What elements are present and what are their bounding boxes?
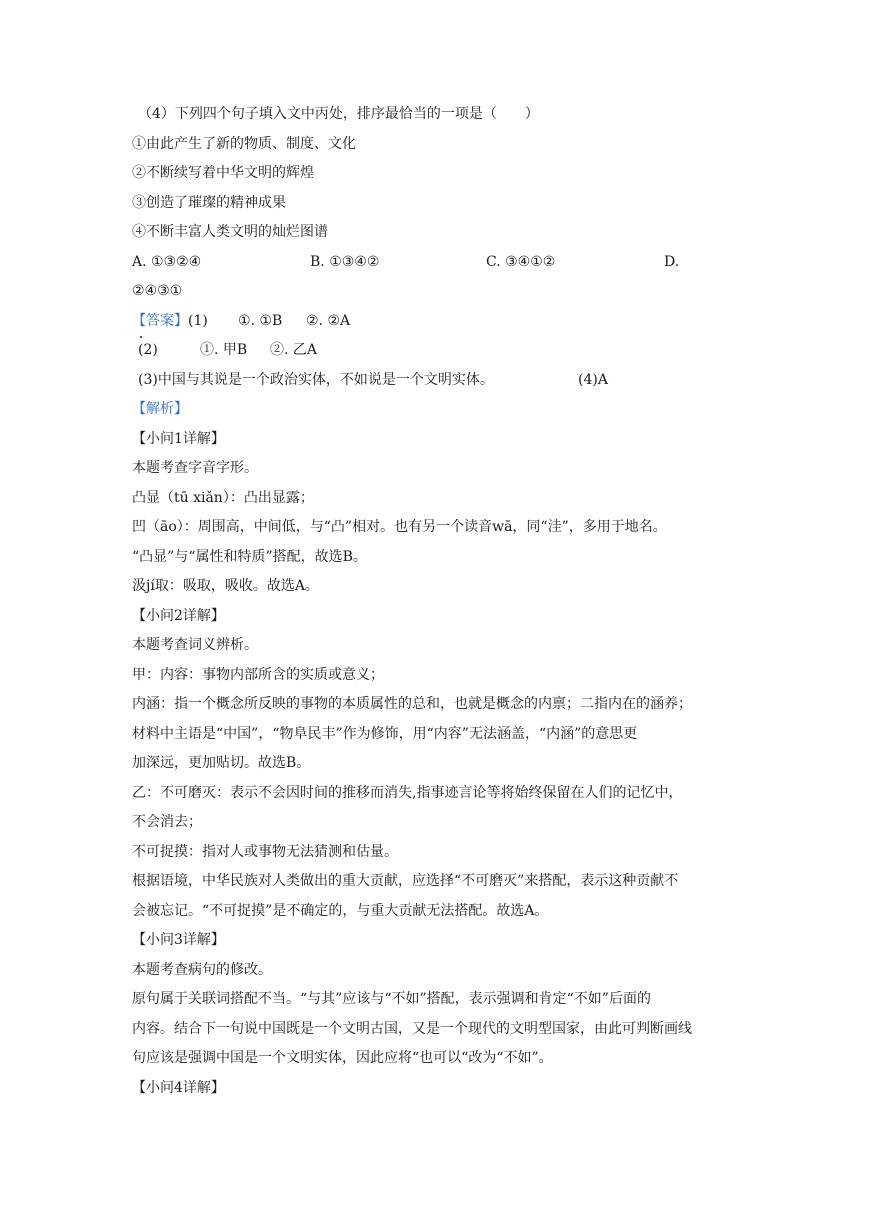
answer-row-3 bbox=[132, 366, 742, 396]
option-d-value: ②④③① bbox=[132, 283, 183, 299]
answer-part-2b: ②. 乙A bbox=[270, 342, 318, 358]
q4-title: 【小问4详解】 bbox=[132, 1079, 225, 1096]
q3-line-1: 本题考查病句的修改。 bbox=[132, 961, 272, 978]
emphasis-dot bbox=[140, 336, 142, 338]
answer-part-3: (3)中国与其说是一个政治实体，不如说是一个文明实体。 bbox=[138, 371, 494, 388]
q2-title: 【小问2详解】 bbox=[132, 607, 225, 624]
q1-line-4: “凸显”与“属性和特质”搭配，故选B。 bbox=[132, 548, 367, 565]
q2-line-6: 乙：不可磨灭：表示不会因时间的推移而消失,指事迹言论等将始终保留在人们的记忆中， bbox=[132, 784, 683, 801]
question-4-item-3: ③创造了璀璨的精神成果 bbox=[132, 194, 286, 211]
q3-title: 【小问3详解】 bbox=[132, 932, 225, 948]
q2-line-7: 不会消去； bbox=[132, 814, 202, 830]
answer-part-2a: ①. 甲B bbox=[200, 342, 248, 358]
question-4-item-1: ①由此产生了新的物质、制度、文化 bbox=[132, 135, 356, 152]
q2-line-8: 不可捉摸：指对人或事物无法猜测和估量。 bbox=[132, 843, 398, 860]
q2-line-2: 甲：内容：事物内部所含的实质或意义； bbox=[132, 666, 384, 683]
option-a: A. ①③②④ bbox=[132, 253, 202, 270]
answer-part-1b: ②. ②A bbox=[306, 312, 351, 329]
document-page bbox=[132, 100, 742, 1103]
q1-line-3: 凹（āo）：周围高，中间低，与“凸”相对。也有另一个读音wā，同“洼”，多用于地名。 bbox=[132, 519, 667, 535]
option-d-label: D. bbox=[664, 253, 680, 270]
q2-line-1: 本题考查词义辨析。 bbox=[132, 637, 258, 653]
option-b: B. ①③④② bbox=[310, 253, 380, 270]
q1-line-2: 凸显（tū xiǎn）：凸出显露； bbox=[132, 489, 314, 506]
answer-part-1a: ①. ①B bbox=[238, 312, 283, 329]
question-4-item-4: ④不断丰富人类文明的灿烂图谱 bbox=[132, 224, 328, 240]
answer-part-2: (2) bbox=[138, 342, 158, 358]
q1-line-1: 本题考查字音字形。 bbox=[132, 460, 258, 476]
answer-row-2 bbox=[132, 336, 742, 366]
q2-line-4: 材料中主语是“中国”，“物阜民丰”作为修饰，用“内容”无法涵盖，“内涵”的意思更 bbox=[132, 725, 638, 742]
option-c: C. ③④①② bbox=[486, 253, 556, 270]
answer-row-1 bbox=[132, 307, 742, 337]
q2-line-10: 会被忘记。“不可捉摸”是不确定的，与重大贡献无法搭配。故选A。 bbox=[132, 902, 549, 919]
answer-part-1: (1) bbox=[188, 312, 208, 329]
q2-line-9: 根据语境，中华民族对人类做出的重大贡献，应选择“不可磨灭”来搭配，表示这种贡献不 bbox=[132, 873, 679, 889]
analysis-label: 【解析】 bbox=[132, 401, 188, 417]
answer-part-4: (4)A bbox=[578, 371, 608, 388]
question-4-stem: （4）下列四个句子填入文中丙处，排序最恰当的一项是（ ） bbox=[138, 106, 539, 122]
q3-line-4: 句应该是强调中国是一个文明实体，因此应将“也可以“改为“不如”。 bbox=[132, 1050, 553, 1066]
answer-label: 【答案】 bbox=[132, 312, 188, 329]
q3-line-3: 内容。结合下一句说中国既是一个文明古国，又是一个现代的文明型国家，由此可判断画线 bbox=[132, 1020, 692, 1037]
q2-line-5: 加深远，更加贴切。故选B。 bbox=[132, 755, 311, 771]
q3-line-2: 原句属于关联词搭配不当。“与其”应该与“不如”搭配，表示强调和肯定“不如”后面的 bbox=[132, 991, 651, 1007]
q2-line-3: 内涵：指一个概念所反映的事物的本质属性的总和，也就是概念的内禀；二指内在的涵养； bbox=[132, 696, 692, 712]
q1-line-5: 汲jí取：吸取，吸收。故选A。 bbox=[132, 578, 319, 594]
question-4-options bbox=[132, 248, 742, 278]
question-4-item-2: ②不断续写着中华文明的辉煌 bbox=[132, 165, 314, 181]
q1-title: 【小问1详解】 bbox=[132, 430, 225, 447]
